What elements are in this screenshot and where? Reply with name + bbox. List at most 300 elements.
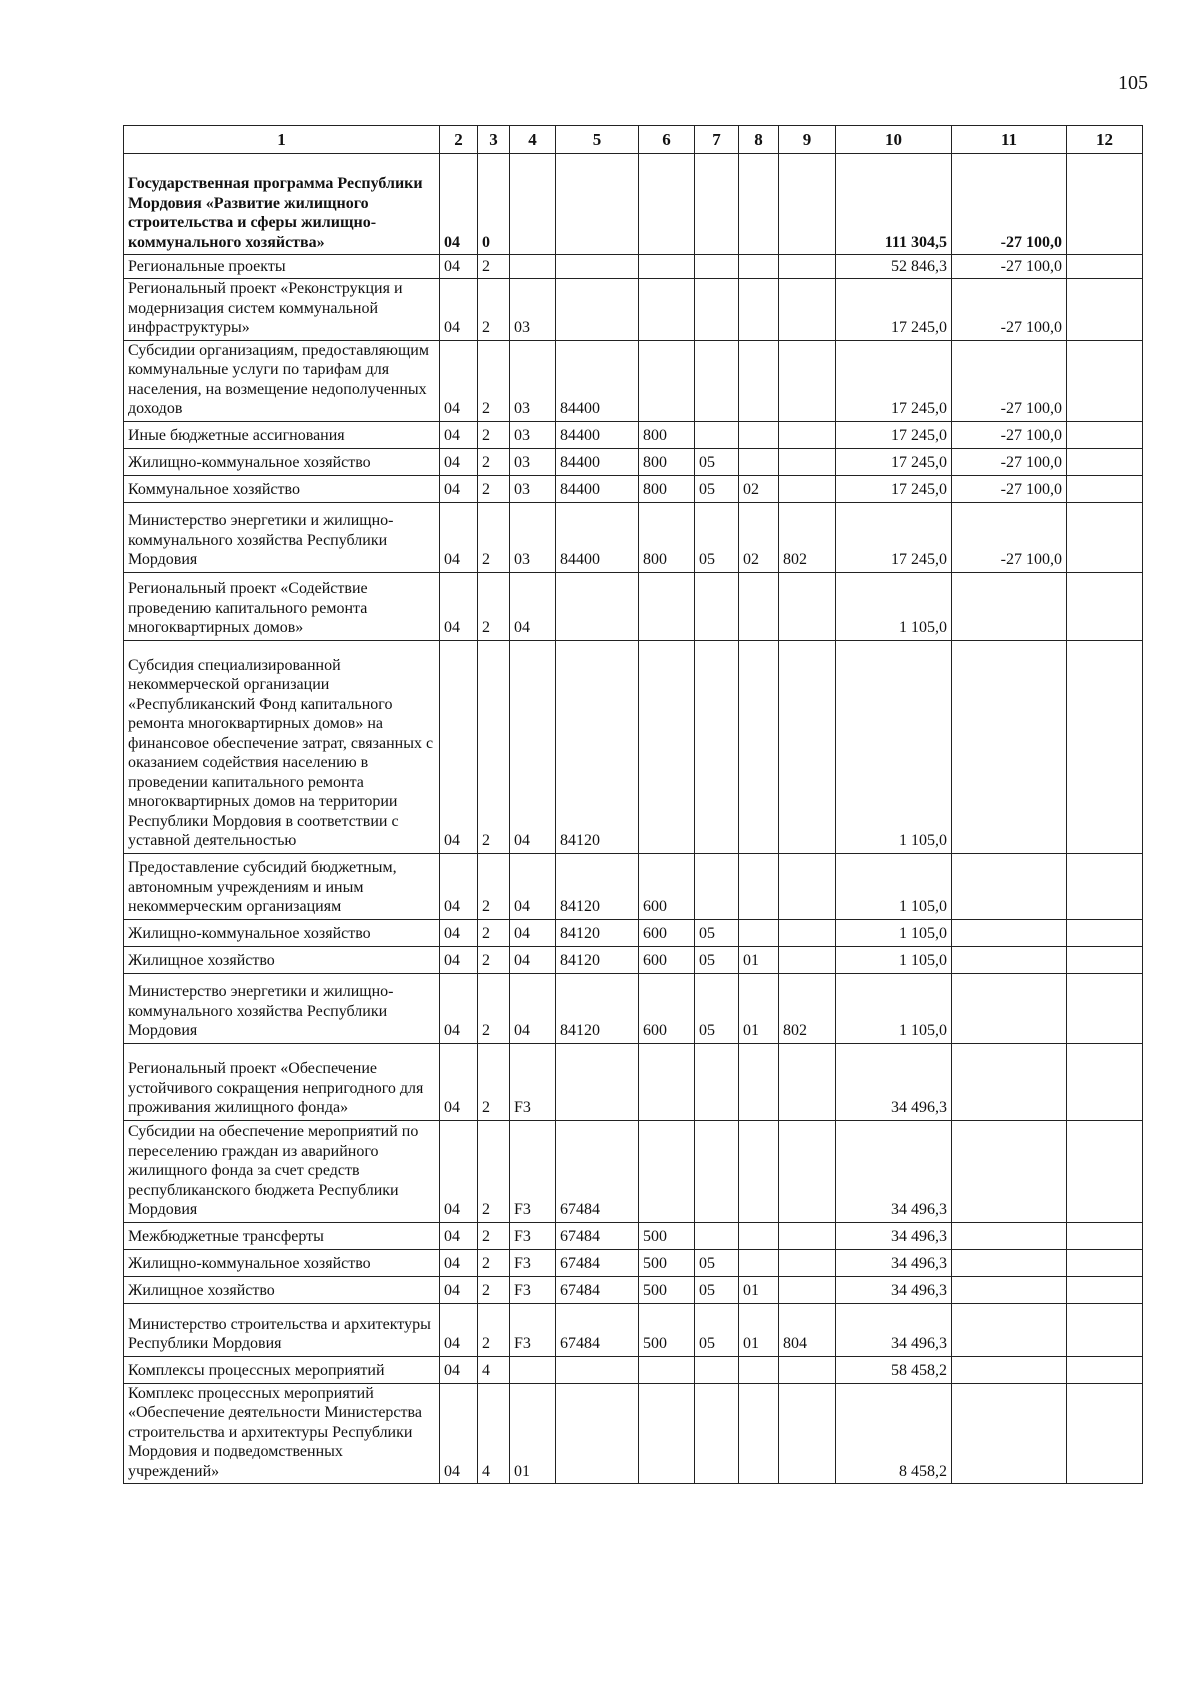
cell-c2: 04: [440, 1303, 478, 1356]
cell-c6: [639, 640, 695, 853]
cell-c4: 04: [510, 919, 556, 946]
column-header: 10: [836, 126, 952, 154]
cell-c8: 02: [739, 502, 779, 572]
cell-c7: 05: [695, 973, 739, 1043]
cell-c2: 04: [440, 475, 478, 502]
cell-c10: 34 496,3: [836, 1120, 952, 1222]
cell-c2: 04: [440, 448, 478, 475]
cell-c9: [779, 1276, 836, 1303]
cell-c5: 67484: [556, 1222, 639, 1249]
cell-c2: 04: [440, 853, 478, 919]
cell-c5: [556, 572, 639, 640]
cell-c2: 04: [440, 279, 478, 341]
cell-c2: 04: [440, 1043, 478, 1120]
cell-c8: [739, 154, 779, 255]
cell-c9: [779, 1249, 836, 1276]
cell-c9: [779, 1383, 836, 1484]
column-header: 3: [478, 126, 510, 154]
cell-c10: 34 496,3: [836, 1303, 952, 1356]
cell-c10: 111 304,5: [836, 154, 952, 255]
cell-c2: 04: [440, 1120, 478, 1222]
cell-c11: [952, 1303, 1067, 1356]
cell-c9: 802: [779, 973, 836, 1043]
cell-c11: -27 100,0: [952, 279, 1067, 341]
column-header: 9: [779, 126, 836, 154]
cell-c6: [639, 1120, 695, 1222]
cell-c9: [779, 154, 836, 255]
cell-c11: -27 100,0: [952, 340, 1067, 421]
column-header: 1: [124, 126, 440, 154]
cell-c12: [1067, 475, 1143, 502]
cell-c5: 84120: [556, 853, 639, 919]
cell-c3: 2: [478, 1249, 510, 1276]
table-row: [124, 946, 1143, 973]
cell-c2: 04: [440, 1249, 478, 1276]
cell-c8: [739, 1356, 779, 1383]
cell-c6: 800: [639, 448, 695, 475]
row-name: Коммунальное хозяйство: [124, 475, 440, 502]
row-name: Жилищно-коммунальное хозяйство: [124, 448, 440, 475]
cell-c7: [695, 255, 739, 279]
cell-c4: 03: [510, 448, 556, 475]
cell-c8: [739, 1120, 779, 1222]
cell-c4: F3: [510, 1303, 556, 1356]
cell-c7: [695, 572, 739, 640]
cell-c9: [779, 1222, 836, 1249]
cell-c2: 04: [440, 973, 478, 1043]
column-header: 5: [556, 126, 639, 154]
cell-c11: -27 100,0: [952, 154, 1067, 255]
cell-c9: [779, 1356, 836, 1383]
cell-c8: [739, 1222, 779, 1249]
cell-c4: [510, 154, 556, 255]
budget-table: [123, 125, 1143, 1484]
row-name: Региональный проект «Содействие проведению капитального ремонта многоквартирных домов»: [124, 572, 440, 640]
cell-c6: 800: [639, 475, 695, 502]
table-row: [124, 1043, 1143, 1120]
table-row: [124, 279, 1143, 341]
cell-c6: [639, 154, 695, 255]
cell-c3: 2: [478, 946, 510, 973]
cell-c8: [739, 255, 779, 279]
table-row: [124, 475, 1143, 502]
cell-c7: [695, 340, 739, 421]
table-row: [124, 1120, 1143, 1222]
cell-c5: [556, 1383, 639, 1484]
cell-c3: 2: [478, 475, 510, 502]
cell-c10: 17 245,0: [836, 279, 952, 341]
row-name: Субсидии организациям, предоставляющим коммунальные услуги по тарифам для населения, на возмещение недополученных доходов: [124, 340, 440, 421]
cell-c2: 04: [440, 1356, 478, 1383]
cell-c7: 05: [695, 1303, 739, 1356]
cell-c8: [739, 1043, 779, 1120]
row-name: Комплекс процессных мероприятий «Обеспечение деятельности Министерства строительства и архитектуры Республики Мордовия и подведомственных учреждений»: [124, 1383, 440, 1484]
cell-c3: 2: [478, 255, 510, 279]
cell-c9: 802: [779, 502, 836, 572]
cell-c8: 01: [739, 1303, 779, 1356]
cell-c5: 84120: [556, 946, 639, 973]
cell-c2: 04: [440, 340, 478, 421]
row-name: Государственная программа Республики Мордовия «Развитие жилищного строительства и сферы жилищно-коммунального хозяйства»: [124, 154, 440, 255]
cell-c8: 01: [739, 946, 779, 973]
cell-c3: 2: [478, 572, 510, 640]
cell-c8: [739, 340, 779, 421]
cell-c4: 04: [510, 946, 556, 973]
cell-c6: 800: [639, 502, 695, 572]
row-name: Жилищно-коммунальное хозяйство: [124, 1249, 440, 1276]
cell-c5: 84400: [556, 340, 639, 421]
cell-c2: 04: [440, 946, 478, 973]
row-name: Жилищное хозяйство: [124, 946, 440, 973]
cell-c7: 05: [695, 1249, 739, 1276]
cell-c7: 05: [695, 1276, 739, 1303]
cell-c5: 84120: [556, 973, 639, 1043]
cell-c10: 17 245,0: [836, 340, 952, 421]
cell-c7: [695, 640, 739, 853]
cell-c10: 1 105,0: [836, 946, 952, 973]
cell-c5: [556, 279, 639, 341]
cell-c6: 500: [639, 1249, 695, 1276]
cell-c9: [779, 853, 836, 919]
cell-c6: [639, 1356, 695, 1383]
cell-c3: 2: [478, 640, 510, 853]
cell-c10: 17 245,0: [836, 448, 952, 475]
table-row: [124, 973, 1143, 1043]
cell-c12: [1067, 1043, 1143, 1120]
cell-c3: 4: [478, 1356, 510, 1383]
cell-c4: 03: [510, 279, 556, 341]
cell-c10: 58 458,2: [836, 1356, 952, 1383]
cell-c5: 67484: [556, 1120, 639, 1222]
cell-c9: 804: [779, 1303, 836, 1356]
cell-c12: [1067, 853, 1143, 919]
cell-c3: 2: [478, 1222, 510, 1249]
cell-c12: [1067, 255, 1143, 279]
cell-c5: 84120: [556, 640, 639, 853]
cell-c6: [639, 340, 695, 421]
cell-c10: 1 105,0: [836, 973, 952, 1043]
cell-c8: [739, 1383, 779, 1484]
cell-c12: [1067, 640, 1143, 853]
row-name: Региональный проект «Реконструкция и модернизация систем коммунальной инфраструктуры»: [124, 279, 440, 341]
cell-c3: 2: [478, 853, 510, 919]
cell-c8: 02: [739, 475, 779, 502]
cell-c5: 84120: [556, 919, 639, 946]
cell-c12: [1067, 572, 1143, 640]
table-row: [124, 255, 1143, 279]
table-row: [124, 1383, 1143, 1484]
cell-c12: [1067, 421, 1143, 448]
cell-c6: 500: [639, 1222, 695, 1249]
cell-c4: 04: [510, 640, 556, 853]
cell-c4: 03: [510, 475, 556, 502]
cell-c4: 04: [510, 853, 556, 919]
cell-c10: 8 458,2: [836, 1383, 952, 1484]
page-number: 105: [1118, 72, 1148, 94]
table-row: [124, 340, 1143, 421]
cell-c10: 34 496,3: [836, 1276, 952, 1303]
cell-c7: [695, 279, 739, 341]
cell-c6: [639, 1043, 695, 1120]
cell-c9: [779, 1043, 836, 1120]
cell-c11: [952, 1276, 1067, 1303]
cell-c9: [779, 279, 836, 341]
row-name: Региональные проекты: [124, 255, 440, 279]
cell-c5: 84400: [556, 502, 639, 572]
column-header: 11: [952, 126, 1067, 154]
row-name: Министерство энергетики и жилищно-коммунального хозяйства Республики Мордовия: [124, 502, 440, 572]
cell-c9: [779, 255, 836, 279]
table-row: [124, 572, 1143, 640]
cell-c8: [739, 1249, 779, 1276]
cell-c11: -27 100,0: [952, 255, 1067, 279]
cell-c3: 2: [478, 340, 510, 421]
table-row: [124, 421, 1143, 448]
cell-c9: [779, 448, 836, 475]
cell-c2: 04: [440, 502, 478, 572]
cell-c12: [1067, 1120, 1143, 1222]
cell-c4: 04: [510, 572, 556, 640]
table-row: [124, 448, 1143, 475]
cell-c3: 0: [478, 154, 510, 255]
cell-c9: [779, 946, 836, 973]
cell-c4: 01: [510, 1383, 556, 1484]
table-row: [124, 1356, 1143, 1383]
cell-c6: [639, 572, 695, 640]
cell-c2: 04: [440, 421, 478, 448]
table-body: [124, 154, 1143, 1484]
table-row: [124, 502, 1143, 572]
cell-c10: 1 105,0: [836, 572, 952, 640]
cell-c11: [952, 1043, 1067, 1120]
row-name: Министерство энергетики и жилищно-коммунального хозяйства Республики Мордовия: [124, 973, 440, 1043]
cell-c10: 1 105,0: [836, 853, 952, 919]
cell-c11: -27 100,0: [952, 502, 1067, 572]
cell-c5: 84400: [556, 448, 639, 475]
cell-c6: [639, 1383, 695, 1484]
cell-c10: 34 496,3: [836, 1043, 952, 1120]
cell-c7: 05: [695, 919, 739, 946]
cell-c3: 2: [478, 502, 510, 572]
cell-c2: 04: [440, 154, 478, 255]
cell-c9: [779, 640, 836, 853]
cell-c12: [1067, 946, 1143, 973]
cell-c5: [556, 1356, 639, 1383]
cell-c12: [1067, 448, 1143, 475]
cell-c5: 84400: [556, 421, 639, 448]
cell-c2: 04: [440, 1222, 478, 1249]
cell-c7: [695, 154, 739, 255]
row-name: Субсидии на обеспечение мероприятий по переселению граждан из аварийного жилищного фонда за счет средств республиканского бюджета Республики Мордовия: [124, 1120, 440, 1222]
cell-c7: 05: [695, 946, 739, 973]
cell-c9: [779, 475, 836, 502]
cell-c5: 67484: [556, 1303, 639, 1356]
cell-c4: F3: [510, 1043, 556, 1120]
table-header-row: [124, 126, 1143, 154]
table-row: [124, 640, 1143, 853]
cell-c5: 67484: [556, 1276, 639, 1303]
cell-c10: 17 245,0: [836, 475, 952, 502]
row-name: Комплексы процессных мероприятий: [124, 1356, 440, 1383]
cell-c6: 600: [639, 973, 695, 1043]
cell-c6: 500: [639, 1303, 695, 1356]
cell-c3: 2: [478, 1120, 510, 1222]
cell-c2: 04: [440, 255, 478, 279]
cell-c12: [1067, 1222, 1143, 1249]
cell-c12: [1067, 279, 1143, 341]
column-header: 6: [639, 126, 695, 154]
cell-c4: 03: [510, 340, 556, 421]
cell-c7: [695, 1222, 739, 1249]
cell-c3: 2: [478, 1303, 510, 1356]
cell-c11: -27 100,0: [952, 421, 1067, 448]
table-row: [124, 853, 1143, 919]
cell-c9: [779, 1120, 836, 1222]
cell-c4: F3: [510, 1276, 556, 1303]
cell-c8: [739, 919, 779, 946]
cell-c3: 4: [478, 1383, 510, 1484]
cell-c7: [695, 1383, 739, 1484]
table-row: [124, 1249, 1143, 1276]
cell-c3: 2: [478, 279, 510, 341]
cell-c4: 03: [510, 502, 556, 572]
cell-c6: 600: [639, 853, 695, 919]
cell-c4: F3: [510, 1222, 556, 1249]
cell-c10: 1 105,0: [836, 919, 952, 946]
cell-c7: [695, 421, 739, 448]
cell-c4: 03: [510, 421, 556, 448]
cell-c4: 04: [510, 973, 556, 1043]
cell-c2: 04: [440, 919, 478, 946]
cell-c12: [1067, 1276, 1143, 1303]
cell-c11: [952, 973, 1067, 1043]
row-name: Иные бюджетные ассигнования: [124, 421, 440, 448]
cell-c8: [739, 279, 779, 341]
cell-c11: [952, 1356, 1067, 1383]
column-header: 4: [510, 126, 556, 154]
cell-c6: 600: [639, 946, 695, 973]
table-row: [124, 1303, 1143, 1356]
cell-c8: [739, 640, 779, 853]
cell-c8: [739, 572, 779, 640]
row-name: Межбюджетные трансферты: [124, 1222, 440, 1249]
cell-c3: 2: [478, 1043, 510, 1120]
cell-c2: 04: [440, 1276, 478, 1303]
cell-c12: [1067, 154, 1143, 255]
cell-c4: F3: [510, 1120, 556, 1222]
column-header: 12: [1067, 126, 1143, 154]
cell-c4: [510, 1356, 556, 1383]
row-name: Жилищное хозяйство: [124, 1276, 440, 1303]
cell-c7: 05: [695, 448, 739, 475]
table-row: [124, 919, 1143, 946]
cell-c7: 05: [695, 475, 739, 502]
cell-c9: [779, 572, 836, 640]
cell-c3: 2: [478, 448, 510, 475]
cell-c2: 04: [440, 572, 478, 640]
table-row: [124, 1276, 1143, 1303]
cell-c3: 2: [478, 1276, 510, 1303]
cell-c8: 01: [739, 973, 779, 1043]
cell-c11: [952, 572, 1067, 640]
cell-c3: 2: [478, 973, 510, 1043]
cell-c3: 2: [478, 919, 510, 946]
cell-c12: [1067, 340, 1143, 421]
cell-c5: [556, 255, 639, 279]
cell-c12: [1067, 1303, 1143, 1356]
cell-c12: [1067, 919, 1143, 946]
cell-c11: [952, 853, 1067, 919]
cell-c7: [695, 1043, 739, 1120]
table-row: [124, 154, 1143, 255]
cell-c10: 34 496,3: [836, 1222, 952, 1249]
cell-c10: 17 245,0: [836, 421, 952, 448]
cell-c7: [695, 853, 739, 919]
cell-c5: 67484: [556, 1249, 639, 1276]
cell-c11: -27 100,0: [952, 475, 1067, 502]
cell-c4: [510, 255, 556, 279]
cell-c9: [779, 340, 836, 421]
cell-c6: 600: [639, 919, 695, 946]
cell-c11: [952, 640, 1067, 853]
cell-c2: 04: [440, 640, 478, 853]
cell-c8: [739, 448, 779, 475]
cell-c8: [739, 853, 779, 919]
row-name: Субсидия специализированной некоммерческой организации «Республиканский Фонд капитального ремонта многоквартирных домов» на финансовое обеспечение затрат, связанных с оказанием содействия населению в проведении капитального ремонта многоквартирных домов на территории Республики Мордовия в соответствии с уставной деятельностью: [124, 640, 440, 853]
cell-c12: [1067, 502, 1143, 572]
cell-c11: [952, 919, 1067, 946]
row-name: Региональный проект «Обеспечение устойчивого сокращения непригодного для проживания жилищного фонда»: [124, 1043, 440, 1120]
row-name: Министерство строительства и архитектуры Республики Мордовия: [124, 1303, 440, 1356]
column-header: 8: [739, 126, 779, 154]
cell-c12: [1067, 1356, 1143, 1383]
column-header: 7: [695, 126, 739, 154]
cell-c12: [1067, 1383, 1143, 1484]
column-header: 2: [440, 126, 478, 154]
cell-c7: 05: [695, 502, 739, 572]
cell-c2: 04: [440, 1383, 478, 1484]
cell-c5: [556, 1043, 639, 1120]
cell-c8: [739, 421, 779, 448]
cell-c9: [779, 421, 836, 448]
cell-c6: 500: [639, 1276, 695, 1303]
cell-c7: [695, 1120, 739, 1222]
cell-c11: -27 100,0: [952, 448, 1067, 475]
cell-c10: 52 846,3: [836, 255, 952, 279]
row-name: Жилищно-коммунальное хозяйство: [124, 919, 440, 946]
row-name: Предоставление субсидий бюджетным, автономным учреждениям и иным некоммерческим организациям: [124, 853, 440, 919]
cell-c11: [952, 1222, 1067, 1249]
cell-c5: [556, 154, 639, 255]
cell-c12: [1067, 973, 1143, 1043]
cell-c10: 34 496,3: [836, 1249, 952, 1276]
cell-c11: [952, 1383, 1067, 1484]
cell-c10: 1 105,0: [836, 640, 952, 853]
cell-c6: 800: [639, 421, 695, 448]
cell-c11: [952, 1120, 1067, 1222]
cell-c11: [952, 946, 1067, 973]
cell-c5: 84400: [556, 475, 639, 502]
cell-c3: 2: [478, 421, 510, 448]
cell-c7: [695, 1356, 739, 1383]
cell-c12: [1067, 1249, 1143, 1276]
table-row: [124, 1222, 1143, 1249]
cell-c8: 01: [739, 1276, 779, 1303]
cell-c10: 17 245,0: [836, 502, 952, 572]
cell-c4: F3: [510, 1249, 556, 1276]
cell-c6: [639, 255, 695, 279]
cell-c9: [779, 919, 836, 946]
